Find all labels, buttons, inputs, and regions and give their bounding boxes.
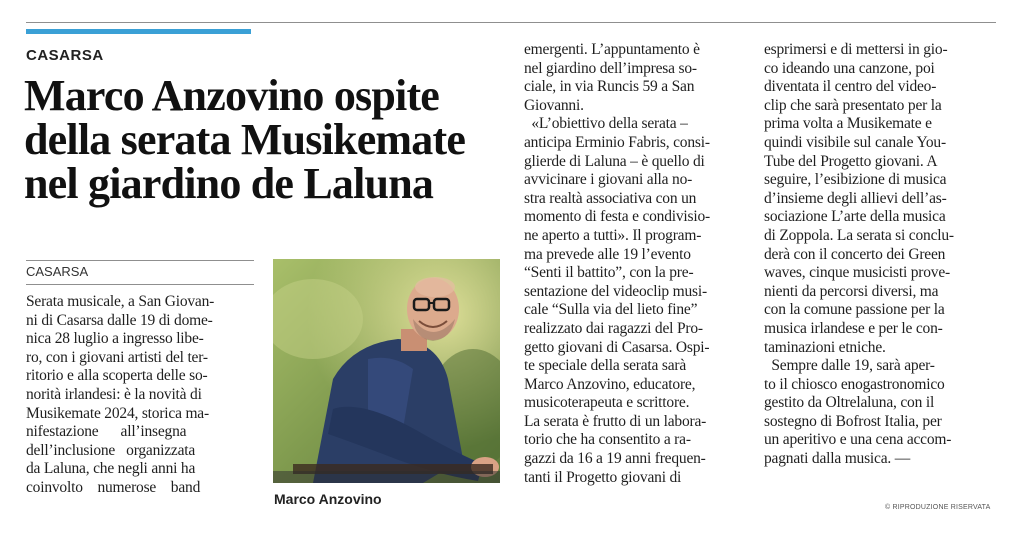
headline-line: nel giardino de Laluna — [24, 159, 434, 208]
article-column-3: esprimersi e di mettersi in gio- co ideando una canzone, poi diventata il centro del video- clip che sarà presentato per la prima volta a Musikemate e quindi visibile sul canale You- Tube del Progetto giovani. A seguire, l’esibizione di musica d’insieme degli allievi dell’as- sociazione L’arte della musica di Zoppola. La serata si conclu- derà con il concerto dei Green waves, cinque musicisti prove- nienti da percorsi diversi, ma con la comune passione per la musica irlandese e per le con- taminazioni etniche. Sempre dalle 19, sarà aper- to il chiosco enogastronomico gestito da Oltrelaluna, con il sostegno di Bofrost Italia, per un aperitivo e una cena accom- pagnati dalla musica. — — [764, 41, 954, 468]
article-column-2: emergenti. L’appuntamento è nel giardino dell’impresa so- ciale, in via Runcis 59 a San Giovanni. «L’obiettivo della serata – anticipa Erminio Fabris, consi- glierde di Laluna – è quello di avvicinare i giovani alla no- stra realtà associativa con un momento di festa e condivisio- ne aperto a tutti». Il program- ma prevede alle 19 l’evento “Senti il battito”, con la pre- sentazione del videoclip musi- cale “Sulla via del lieto fine” realizzato dai ragazzi del Pro- getto giovani di Casarsa. Ospi- te speciale della serata sarà Marco Anzovino, educatore, musicoterapeuta e scrittore. La serata è frutto di un labora- torio che ha consentito a ra- gazzi da 16 a 19 anni frequen- tanti il Progetto giovani di — [524, 41, 710, 486]
byline-rule-bottom — [26, 284, 254, 285]
photo-marco-anzovino — [273, 259, 500, 483]
headline — [24, 71, 514, 208]
section-kicker: CASARSA — [26, 47, 104, 64]
copyright-notice: © RIPRODUZIONE RISERVATA — [885, 504, 991, 511]
byline-rule-top — [26, 260, 254, 261]
headline-line: della serata Musikemate — [24, 115, 466, 164]
byline: CASARSA — [26, 264, 89, 279]
top-rule — [26, 22, 996, 23]
headline-line: Marco Anzovino ospite — [24, 71, 440, 120]
section-accent-bar — [26, 29, 251, 34]
article-column-1: Serata musicale, a San Giovan- ni di Casarsa dalle 19 di dome- nica 28 luglio a ingresso libe- ro, con i giovani artisti del ter- ritorio e alla scoperta delle so- norità irlandesi: è la novità di Musikemate 2024, storica ma- nifestazione all’insegna dell’inclusione organizzata da Laluna, che negli anni ha coinvolto numerose band — [26, 293, 215, 496]
photo-caption: Marco Anzovino — [274, 491, 382, 507]
